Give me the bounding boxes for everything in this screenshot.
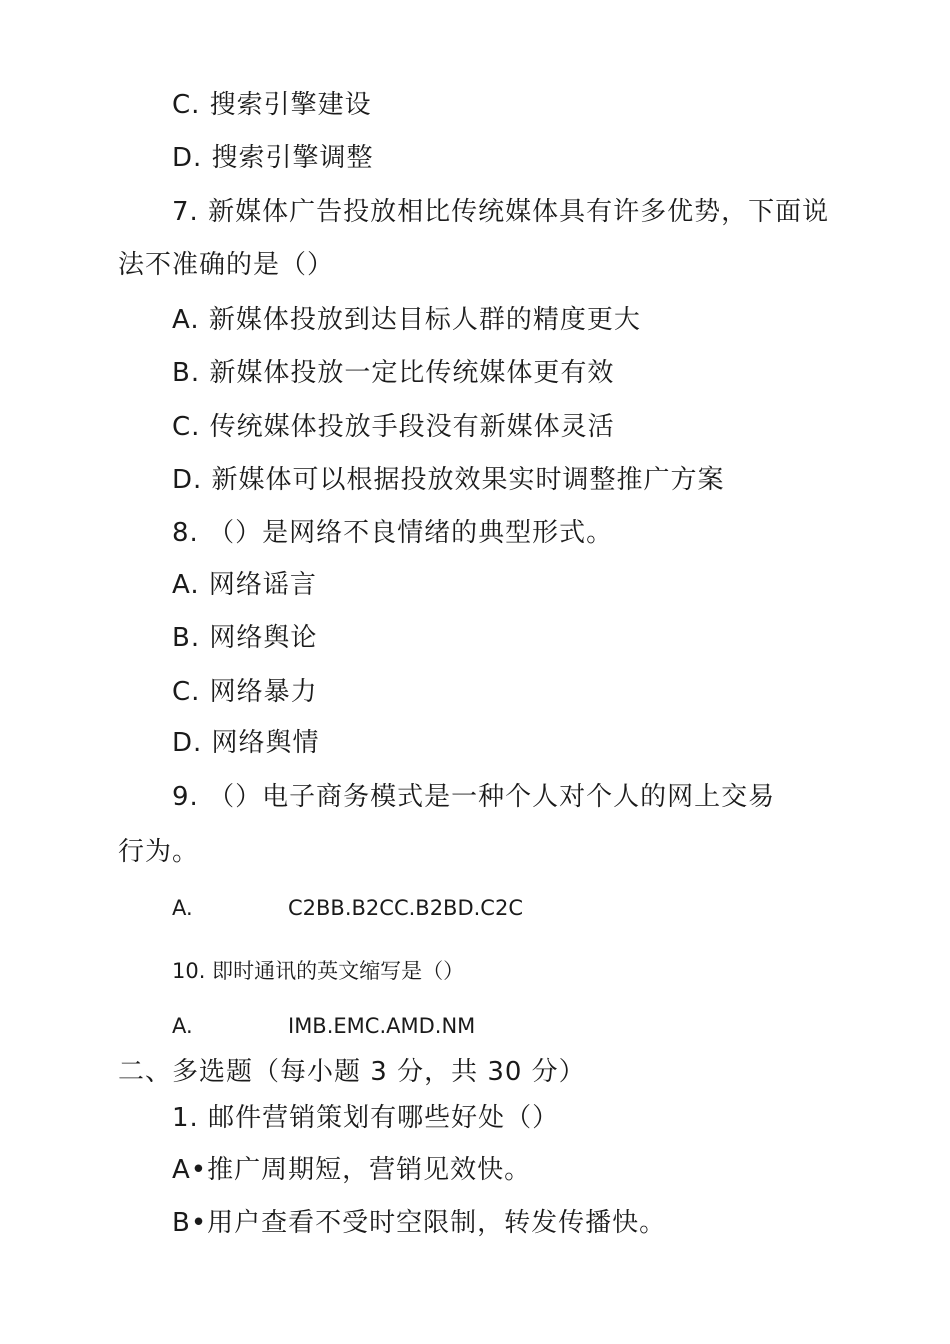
- options-10: [172, 1009, 475, 1043]
- options-9: [172, 891, 523, 925]
- option-label: A.: [172, 896, 193, 920]
- option-8b: B. 网络舆论: [172, 623, 318, 653]
- option-7b: B. 新媒体投放一定比传统媒体更有效: [172, 358, 615, 388]
- option-multi-1a: A•推广周期短，营销见效快。: [172, 1155, 532, 1185]
- question-7-continued: 法不准确的是（）: [118, 250, 335, 280]
- question-9: 9. （）电子商务模式是一种个人对个人的网上交易: [172, 782, 776, 812]
- option-7a: A. 新媒体投放到达目标人群的精度更大: [172, 305, 641, 335]
- options-text: IMB.EMC.AMD.NM: [288, 1014, 476, 1038]
- option-8a: A. 网络谣言: [172, 570, 317, 600]
- option-label: A.: [172, 1014, 193, 1038]
- option-multi-1b: B•用户查看不受时空限制，转发传播快。: [172, 1208, 667, 1238]
- option-8c: C. 网络暴力: [172, 677, 318, 707]
- options-text: C2BB.B2CC.B2BD.C2C: [288, 896, 523, 920]
- option-7c: C. 传统媒体投放手段没有新媒体灵活: [172, 412, 615, 442]
- option-6c: C. 搜索引擎建设: [172, 90, 372, 120]
- option-6d: D. 搜索引擎调整: [172, 143, 374, 173]
- question-multi-1: 1. 邮件营销策划有哪些好处（）: [172, 1103, 560, 1133]
- question-7: 7. 新媒体广告投放相比传统媒体具有许多优势，下面说: [172, 197, 830, 227]
- option-7d: D. 新媒体可以根据投放效果实时调整推广方案: [172, 465, 725, 495]
- section-heading-multiple-choice: 二、多选题（每小题 3 分，共 30 分）: [118, 1057, 586, 1087]
- question-8: 8. （）是网络不良情绪的典型形式。: [172, 518, 614, 548]
- question-10: 10. 即时通讯的英文缩写是（）: [172, 959, 465, 983]
- question-9-continued: 行为。: [118, 837, 200, 867]
- option-8d: D. 网络舆情: [172, 728, 320, 758]
